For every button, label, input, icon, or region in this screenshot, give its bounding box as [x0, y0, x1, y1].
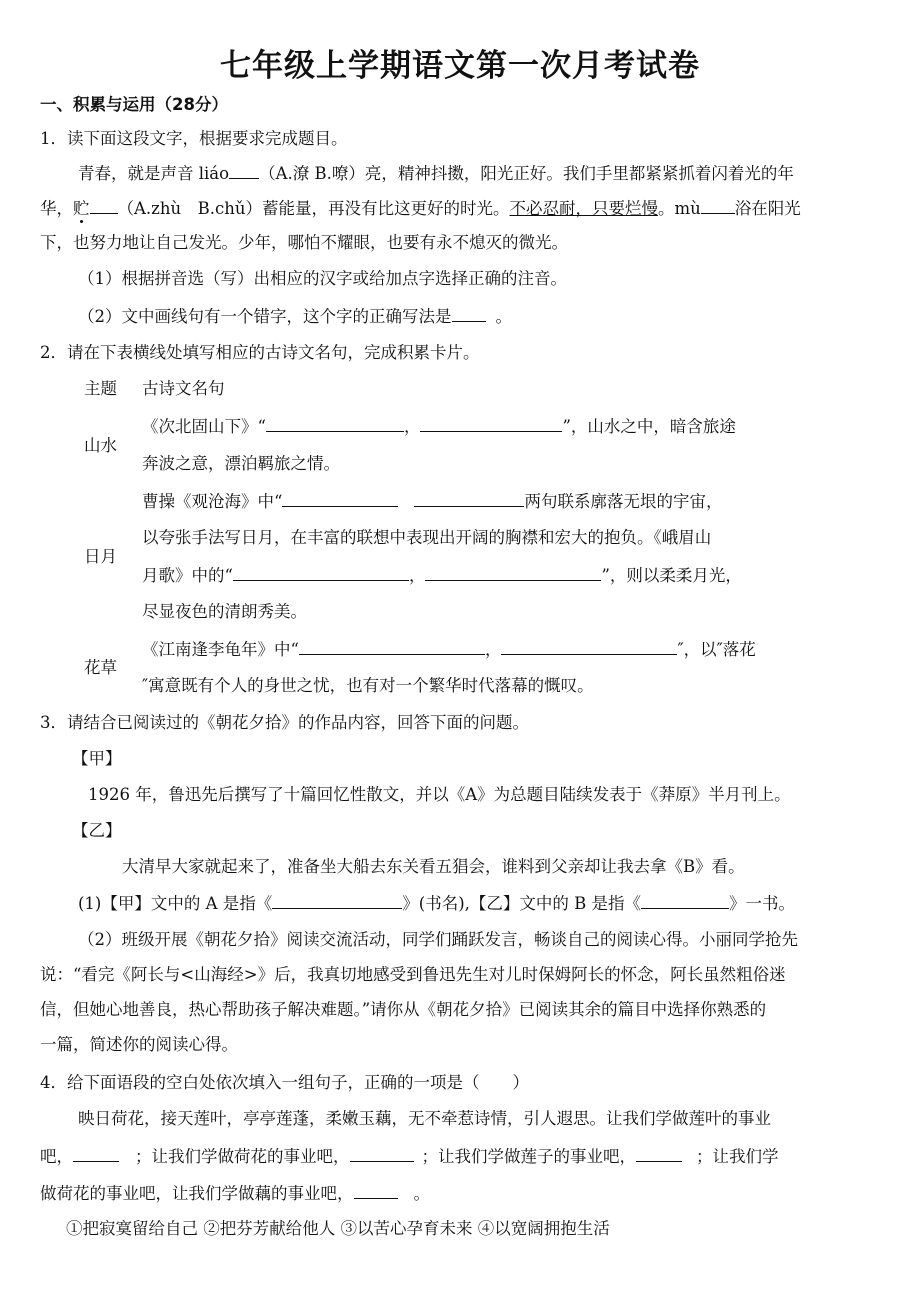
q1-text: 。mù	[657, 199, 701, 218]
q1-text: 浴在阳光	[734, 199, 801, 218]
q2-text: ，	[484, 640, 502, 659]
q3-sub2-line2: 说：“看完《阿长与<山海经>》后，我真切地感受到鲁迅先生对儿时保姆阿长的怀念，阿长虽然粗俗迷	[40, 965, 786, 984]
q2-text: ，	[403, 417, 421, 436]
q1-text: （A.zhù B.chǔ）蓄能量，再没有比这更好的时光。	[117, 199, 510, 218]
q1-text: 华，	[40, 199, 73, 218]
section-heading: 一、积累与运用（28分）	[40, 95, 228, 114]
blank-lianye[interactable]	[73, 1145, 119, 1162]
q4-line3	[40, 1182, 430, 1205]
theme-riyue: 日月	[84, 547, 117, 566]
q3-text: 》(书名),【乙】文中的 B 是指《	[402, 894, 642, 913]
column-header-theme: 主题	[84, 379, 117, 398]
theme-shanshui: 山水	[84, 436, 117, 455]
q2-text: 《江南逢李龟年》中“	[142, 640, 299, 659]
column-header-lines: 古诗文名句	[142, 379, 225, 398]
blank-riyue-1[interactable]	[282, 490, 398, 507]
q1-paragraph-line1	[78, 162, 794, 185]
q4-text: 做荷花的事业吧，让我们学做藕的事业吧，	[40, 1184, 354, 1203]
blank-huacao-2[interactable]	[501, 638, 677, 655]
q1-sub1: （1）根据拼音选（写）出相应的汉字或给加点字选择正确的注音。	[78, 269, 567, 288]
dotted-char-zhu: 贮	[73, 199, 90, 218]
q3-text: 》一书。	[729, 894, 796, 913]
q2-text: ”，山水之中，暗含旅途	[562, 417, 736, 436]
q3-sub2-line1: （2）班级开展《朝花夕拾》阅读交流活动，同学们踊跃发言，畅谈自己的阅读心得。小丽同学抢先	[78, 930, 798, 949]
riyue-line2: 以夸张手法写日月，在丰富的联想中表现出开阔的胸襟和宏大的抱负。《峨眉山	[142, 528, 712, 547]
page-title: 七年级上学期语文第一次月考试卷	[220, 48, 700, 84]
riyue-line4: 尽显夜色的清朗秀美。	[142, 602, 307, 621]
q4-text: ；让我们学做荷花的事业吧，	[135, 1147, 350, 1166]
q4-text: 吧，	[40, 1147, 73, 1166]
q1-text: 。	[495, 307, 512, 326]
q1-paragraph-line2	[40, 197, 801, 220]
label-yi: 【乙】	[72, 821, 122, 840]
q4-text: 。	[413, 1184, 430, 1203]
q1-text: 青春，就是声音 liáo	[78, 164, 230, 183]
q2-text: ，	[408, 566, 426, 585]
blank-hehua[interactable]	[350, 1145, 414, 1162]
q1-paragraph-line3: 下，也努力地让自己发光。少年，哪怕不耀眼，也要有永不熄灭的微光。	[40, 233, 568, 252]
q4-text: ；让我们学	[696, 1147, 779, 1166]
theme-huacao: 花草	[84, 658, 117, 677]
q3-sub2-line3: 信，但她心地善良，热心帮助孩子解决难题。”请你从《朝花夕拾》已阅读其余的篇目中选择你熟悉的	[40, 1000, 767, 1019]
blank-lianzi[interactable]	[636, 1145, 682, 1162]
q3-stem: 3．请结合已阅读过的《朝花夕拾》的作品内容，回答下面的问题。	[40, 713, 529, 732]
q4-stem: 4．给下面语段的空白处依次填入一组句子，正确的一项是（ ）	[40, 1073, 529, 1092]
riyue-line3	[142, 564, 742, 587]
riyue-line1	[142, 490, 722, 513]
blank-mu[interactable]	[701, 197, 735, 214]
blank-book-a[interactable]	[272, 892, 402, 909]
q2-text: ”，则以柔柔月光，	[601, 566, 742, 585]
q4-line2	[40, 1145, 779, 1168]
underlined-sentence: 不必忍耐，只要烂慢	[509, 199, 658, 218]
blank-huacao-1[interactable]	[299, 638, 485, 655]
blank-riyue-3[interactable]	[233, 564, 409, 581]
blank-ou[interactable]	[354, 1182, 398, 1199]
huacao-line1	[142, 638, 756, 661]
blank-riyue-4[interactable]	[425, 564, 601, 581]
jia-text: 1926 年，鲁迅先后撰写了十篇回忆性散文，并以《A》为总题目陆续发表于《莽原》半月刊上。	[88, 785, 791, 804]
q1-stem: 1．读下面这段文字，根据要求完成题目。	[40, 129, 348, 148]
q1-text: （A.潦 B.嘹）亮，精神抖擞，阳光正好。我们手里都紧紧抓着闪着光的年	[259, 164, 794, 183]
blank-liao[interactable]	[229, 162, 259, 179]
blank-zhu[interactable]	[90, 197, 118, 214]
q3-sub2-line4: 一篇，简述你的阅读心得。	[40, 1035, 238, 1054]
blank-book-b[interactable]	[641, 892, 729, 909]
blank-riyue-2[interactable]	[414, 490, 524, 507]
q3-sub1	[78, 892, 795, 915]
q2-text: ″，以″落花	[677, 640, 756, 659]
q2-stem: 2．请在下表横线处填写相应的古诗文名句，完成积累卡片。	[40, 343, 480, 362]
q4-line1: 映日荷花，接天莲叶，亭亭莲蓬，柔嫩玉藕，无不牵惹诗情，引人遐思。让我们学做莲叶的事业	[78, 1109, 771, 1128]
q4-options: ①把寂寞留给自己 ②把芬芳献给他人 ③以苦心孕育未来 ④以宽阔拥抱生活	[66, 1219, 610, 1238]
yi-text: 大清早大家就起来了，准备坐大船去东关看五猖会，谁料到父亲却让我去拿《B》看。	[122, 857, 745, 876]
huacao-line2: ″寓意既有个人的身世之忧，也有对一个繁华时代落幕的慨叹。	[142, 676, 594, 695]
shanshui-line2: 奔波之意，漂泊羁旅之情。	[142, 454, 340, 473]
q3-text: (1)【甲】文中的 A 是指《	[78, 894, 273, 913]
q2-text: 月歌》中的“	[142, 566, 233, 585]
q1-text: （2）文中画线句有一个错字，这个字的正确写法是	[78, 307, 452, 326]
blank-shanshui-2[interactable]	[420, 415, 562, 432]
q2-text: 《次北固山下》“	[142, 417, 266, 436]
q4-text: ；让我们学做莲子的事业吧，	[421, 1147, 636, 1166]
q2-text: 曹操《观沧海》中“	[142, 492, 283, 511]
q1-sub2	[78, 305, 512, 328]
blank-correct-char[interactable]	[452, 305, 486, 322]
blank-shanshui-1[interactable]	[266, 415, 404, 432]
q2-text: 两句联系廓落无垠的宇宙，	[524, 492, 723, 511]
label-jia: 【甲】	[72, 749, 122, 768]
shanshui-line1	[142, 415, 736, 438]
